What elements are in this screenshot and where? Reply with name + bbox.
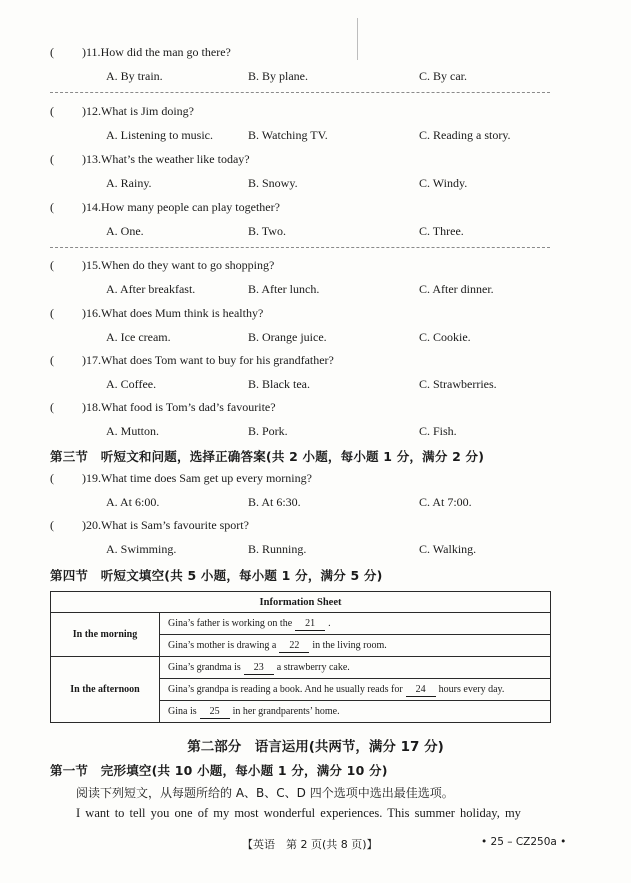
option-a: A. Listening to music. — [106, 128, 213, 142]
row-text: a strawberry cake. — [276, 662, 350, 673]
section-4-heading: 第四节 听短文填空(共 5 小题，每小题 1 分，满分 5 分) — [50, 568, 383, 583]
row-text: in the living room. — [312, 640, 387, 651]
option-b: B. Pork. — [248, 424, 288, 438]
option-b: B. Watching TV. — [248, 128, 328, 142]
option-c: C. Reading a story. — [419, 128, 511, 142]
blank-25: 25 — [200, 706, 230, 719]
row-text: Gina’s mother is drawing a — [168, 640, 277, 651]
table-title: Information Sheet — [51, 592, 551, 613]
question-13 — [50, 152, 250, 167]
question-text: How many people can play together? — [101, 200, 280, 214]
question-16 — [50, 306, 263, 321]
question-text: How did the man go there? — [100, 45, 231, 59]
question-number: )20. — [82, 518, 101, 532]
option-c: C. Fish. — [419, 424, 457, 438]
section-3-heading: 第三节 听短文和问题，选择正确答案(共 2 小题，每小题 1 分，满分 2 分) — [50, 449, 485, 464]
question-text: When do they want to go shopping? — [101, 258, 275, 272]
blank-21: 21 — [295, 618, 325, 631]
table-row — [160, 657, 550, 679]
part-2-heading: 第二部分 语言运用(共两节，满分 17 分) — [187, 739, 444, 755]
question-text: What is Sam’s favourite sport? — [101, 518, 249, 532]
question-19 — [50, 471, 312, 486]
question-11 — [50, 45, 231, 60]
option-c: C. Cookie. — [419, 330, 471, 344]
row-text: Gina is — [168, 706, 197, 717]
option-b: B. By plane. — [248, 69, 308, 83]
question-number: )19. — [82, 471, 101, 485]
blank-22: 22 — [279, 640, 309, 653]
table-row — [160, 635, 550, 656]
question-14 — [50, 200, 280, 215]
option-a: A. Swimming. — [106, 542, 177, 556]
option-b: B. After lunch. — [248, 282, 320, 296]
option-a: A. Rainy. — [106, 176, 152, 190]
option-a: A. Ice cream. — [106, 330, 171, 344]
instruction-text: 阅读下列短文，从每题所给的 A、B、C、D 四个选项中选出最佳选项。 — [76, 786, 454, 800]
option-b: B. Running. — [248, 542, 307, 556]
blank-24: 24 — [406, 684, 436, 697]
part-2-section-1-heading: 第一节 完形填空(共 10 小题，每小题 1 分，满分 10 分) — [50, 763, 388, 778]
row-text: in her grandparents’ home. — [232, 706, 340, 717]
passage-line: I want to tell you one of my most wonderful experiences. This summer holiday, my — [76, 806, 521, 820]
answer-bracket: ( — [50, 471, 54, 485]
row-text: hours every day. — [438, 684, 505, 695]
option-b: B. Orange juice. — [248, 330, 327, 344]
question-text: What does Mum think is healthy? — [101, 306, 264, 320]
morning-cell — [160, 613, 551, 657]
answer-bracket: ( — [50, 200, 54, 214]
question-17 — [50, 353, 334, 368]
page-footer: 【英语 第 2 页(共 8 页)】 — [242, 838, 378, 851]
answer-bracket: ( — [50, 152, 54, 166]
dashed-divider — [50, 247, 550, 248]
exam-code: • 25 – CZ250a • — [481, 836, 567, 848]
question-20 — [50, 518, 249, 533]
option-a: A. By train. — [106, 69, 163, 83]
option-c: C. Three. — [419, 224, 464, 238]
question-number: )11. — [82, 45, 101, 59]
question-number: )15. — [82, 258, 101, 272]
question-18 — [50, 400, 276, 415]
option-c: C. After dinner. — [419, 282, 494, 296]
question-15 — [50, 258, 274, 273]
afternoon-cell — [160, 657, 551, 723]
answer-bracket: ( — [50, 353, 54, 367]
answer-bracket: ( — [50, 258, 54, 272]
question-text: What time does Sam get up every morning? — [101, 471, 312, 485]
question-number: )12. — [82, 104, 101, 118]
option-c: C. At 7:00. — [419, 495, 472, 509]
answer-bracket: ( — [50, 306, 54, 320]
information-sheet-table — [50, 591, 551, 723]
answer-bracket: ( — [50, 400, 54, 414]
option-a: A. At 6:00. — [106, 495, 160, 509]
blank-23: 23 — [244, 662, 274, 675]
question-text: What’s the weather like today? — [101, 152, 250, 166]
option-c: C. By car. — [419, 69, 467, 83]
question-12 — [50, 104, 194, 119]
question-number: )18. — [82, 400, 101, 414]
option-b: B. Two. — [248, 224, 286, 238]
table-row — [160, 613, 550, 635]
question-text: What is Jim doing? — [101, 104, 194, 118]
option-a: A. One. — [106, 224, 144, 238]
morning-label: In the morning — [51, 613, 160, 657]
option-c: C. Windy. — [419, 176, 468, 190]
question-text: What does Tom want to buy for his grandfather? — [101, 353, 334, 367]
table-row — [160, 679, 550, 701]
option-b: B. At 6:30. — [248, 495, 301, 509]
question-number: )16. — [82, 306, 101, 320]
option-c: C. Walking. — [419, 542, 477, 556]
option-a: A. Coffee. — [106, 377, 157, 391]
row-text: Gina’s grandma is — [168, 662, 241, 673]
question-number: )14. — [82, 200, 101, 214]
row-text: Gina’s father is working on the — [168, 618, 293, 629]
option-b: B. Snowy. — [248, 176, 298, 190]
question-number: )13. — [82, 152, 101, 166]
option-b: B. Black tea. — [248, 377, 310, 391]
question-number: )17. — [82, 353, 101, 367]
answer-bracket: ( — [50, 104, 54, 118]
fold-line — [357, 18, 358, 60]
option-a: A. Mutton. — [106, 424, 160, 438]
row-text: . — [328, 618, 331, 629]
answer-bracket: ( — [50, 45, 54, 59]
question-text: What food is Tom’s dad’s favourite? — [101, 400, 276, 414]
table-row — [160, 701, 550, 722]
option-c: C. Strawberries. — [419, 377, 497, 391]
afternoon-label: In the afternoon — [51, 657, 160, 723]
answer-bracket: ( — [50, 518, 54, 532]
dashed-divider — [50, 92, 550, 93]
option-a: A. After breakfast. — [106, 282, 196, 296]
row-text: Gina’s grandpa is reading a book. And he usually reads for — [168, 684, 403, 695]
